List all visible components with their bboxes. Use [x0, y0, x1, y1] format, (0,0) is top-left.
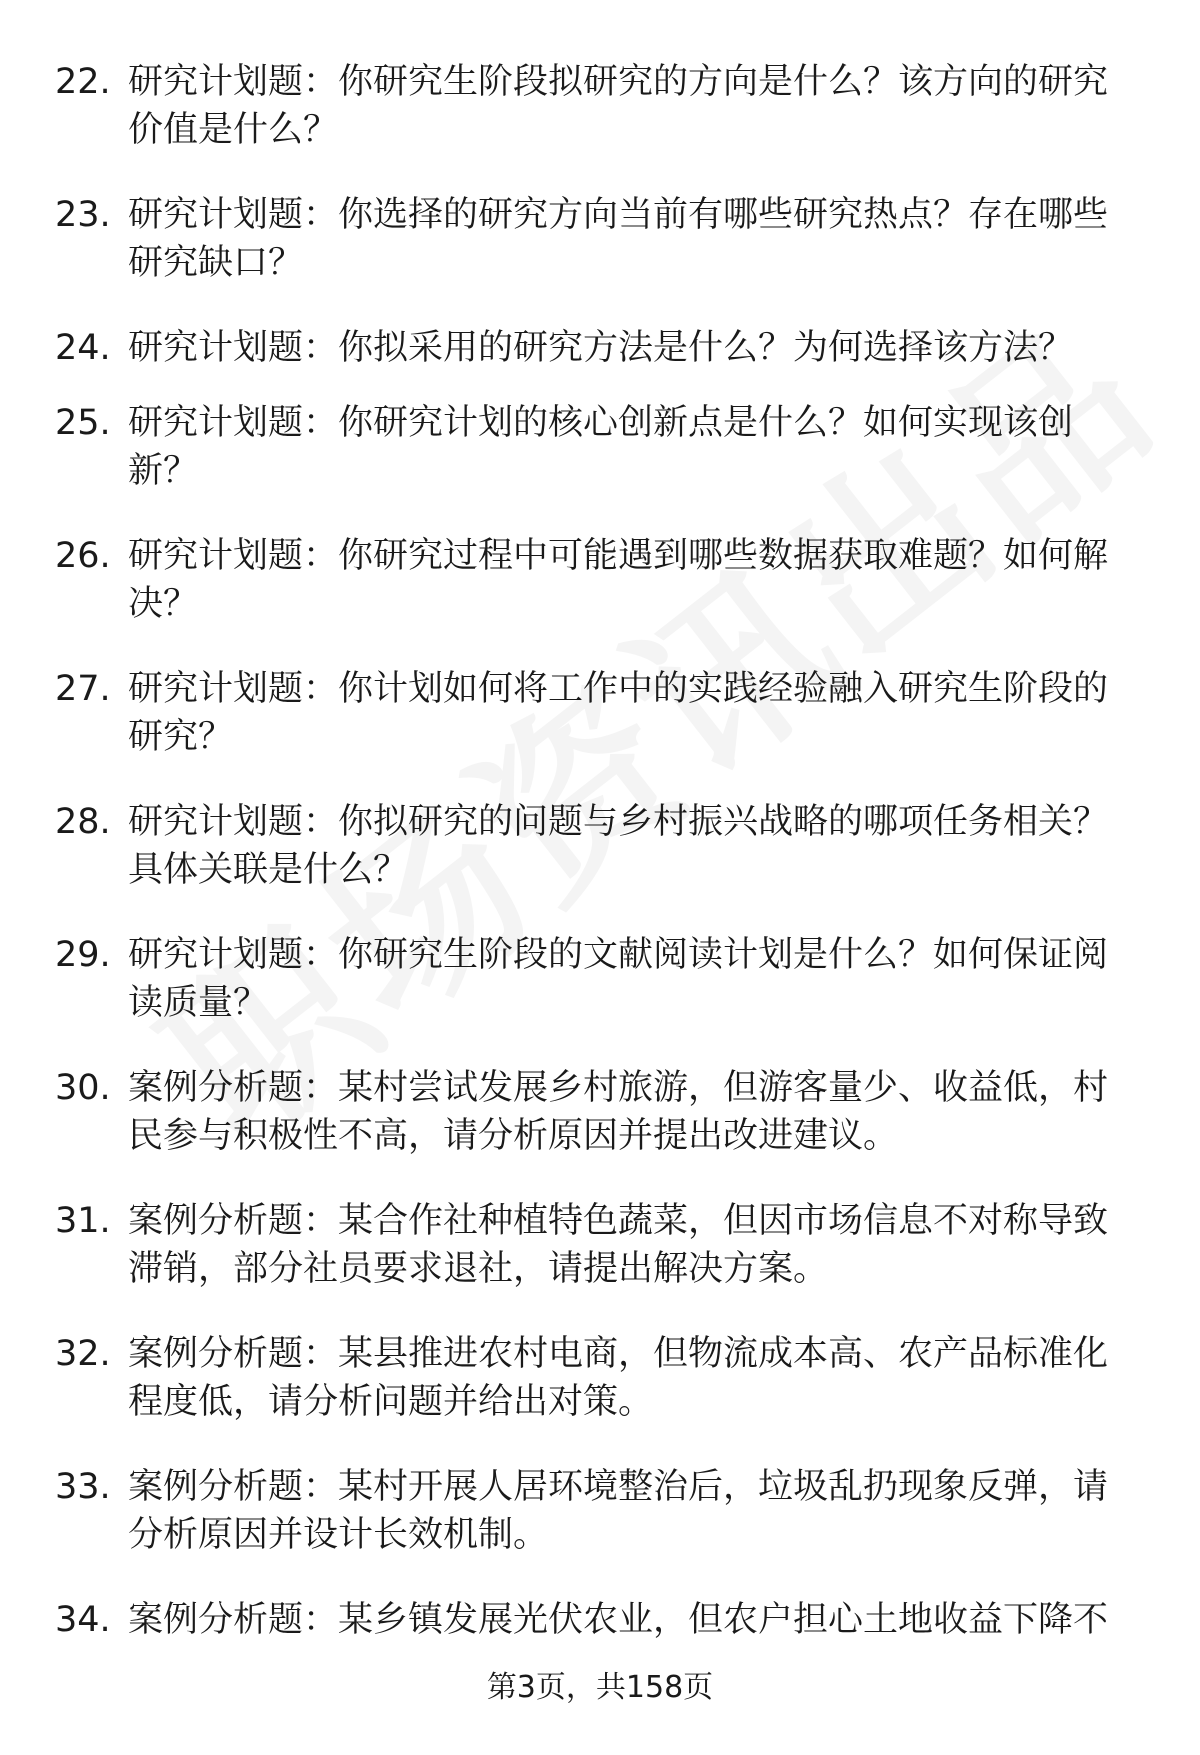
list-item — [0, 1330, 1200, 1463]
question-number: 33. — [55, 1467, 111, 1507]
question-text: 研究计划题：你研究生阶段拟研究的方向是什么？该方向的研究价值是什么？ — [128, 62, 1109, 150]
question-number: 29. — [55, 935, 111, 975]
question-text: 研究计划题：你选择的研究方向当前有哪些研究热点？存在哪些研究缺口？ — [128, 195, 1109, 283]
question-list — [0, 58, 1200, 1656]
list-item — [0, 931, 1200, 1064]
list-item — [0, 1064, 1200, 1197]
page-number: 第3页，共158页 — [486, 1670, 714, 1705]
question-text: 案例分析题：某村开展人居环境整治后，垃圾乱扔现象反弹，请分析原因并设计长效机制。 — [128, 1467, 1109, 1555]
question-number: 23. — [55, 195, 111, 235]
question-text: 研究计划题：你研究生阶段的文献阅读计划是什么？如何保证阅读质量？ — [128, 935, 1109, 1023]
list-item — [0, 324, 1200, 399]
question-text: 案例分析题：某合作社种植特色蔬菜，但因市场信息不对称导致滞销，部分社员要求退社，请提出解决方案。 — [128, 1201, 1109, 1289]
question-text: 研究计划题：你拟采用的研究方法是什么？为何选择该方法？ — [128, 328, 1074, 368]
list-item — [0, 1197, 1200, 1330]
question-text: 研究计划题：你拟研究的问题与乡村振兴战略的哪项任务相关？具体关联是什么？ — [128, 802, 1109, 890]
list-item — [0, 798, 1200, 931]
question-text: 研究计划题：你研究过程中可能遇到哪些数据获取难题？如何解决？ — [128, 536, 1109, 624]
list-item — [0, 399, 1200, 532]
list-item — [0, 665, 1200, 798]
question-number: 32. — [55, 1334, 111, 1374]
list-item — [0, 532, 1200, 665]
question-text: 研究计划题：你计划如何将工作中的实践经验融入研究生阶段的研究？ — [128, 669, 1109, 757]
question-number: 26. — [55, 536, 111, 576]
question-text: 案例分析题：某县推进农村电商，但物流成本高、农产品标准化程度低，请分析问题并给出对策。 — [128, 1334, 1109, 1422]
question-number: 28. — [55, 802, 111, 842]
list-item — [0, 58, 1200, 191]
question-number: 34. — [55, 1600, 111, 1640]
question-number: 30. — [55, 1068, 111, 1108]
question-number: 24. — [55, 328, 111, 368]
question-text: 研究计划题：你研究计划的核心创新点是什么？如何实现该创新？ — [128, 403, 1074, 491]
question-number: 31. — [55, 1201, 111, 1241]
list-item — [0, 1596, 1200, 1656]
question-number: 27. — [55, 669, 111, 709]
question-text: 案例分析题：某乡镇发展光伏农业，但农户担心土地收益下降不 — [128, 1600, 1109, 1640]
question-number: 25. — [55, 403, 111, 443]
list-item — [0, 191, 1200, 324]
list-item — [0, 1463, 1200, 1596]
question-number: 22. — [55, 62, 111, 102]
question-text: 案例分析题：某村尝试发展乡村旅游，但游客量少、收益低，村民参与积极性不高，请分析原因并提出改进建议。 — [128, 1068, 1109, 1156]
